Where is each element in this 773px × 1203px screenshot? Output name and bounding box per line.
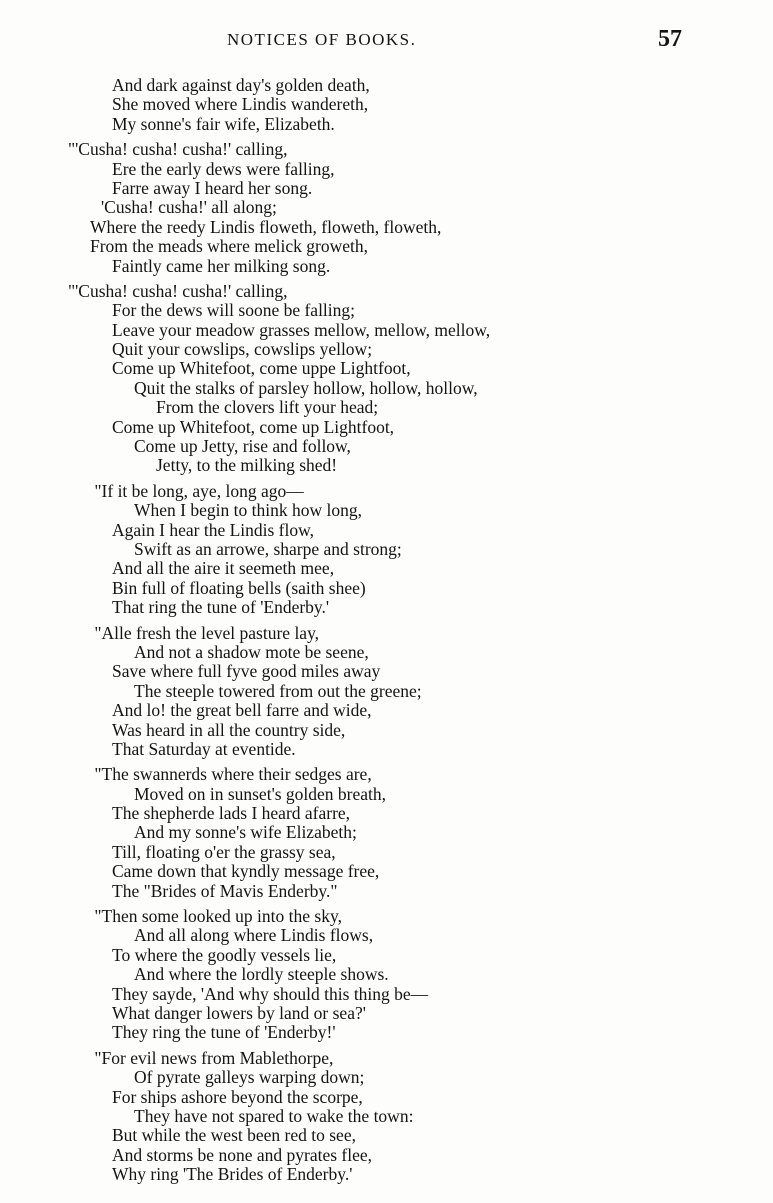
poem-body xyxy=(0,76,773,1184)
poem-line: Of pyrate galleys warping down; xyxy=(134,1067,365,1088)
poem-line: Jetty, to the milking shed! xyxy=(156,455,338,476)
poem-line: "If it be long, aye, long ago— xyxy=(94,480,304,501)
poem-line: When I begin to think how long, xyxy=(134,500,362,521)
stanza xyxy=(0,624,773,760)
poem-line: She moved where Lindis wandereth, xyxy=(112,94,369,115)
poem-line: And dark against day's golden death, xyxy=(112,75,370,95)
poem-line: Why ring 'The Brides of Enderby.' xyxy=(112,1164,353,1185)
poem-line: Ere the early dews were falling, xyxy=(112,158,335,179)
poem-line: And lo! the great bell farre and wide, xyxy=(112,700,372,721)
stanza xyxy=(0,482,773,618)
poem-line: Come up Whitefoot, come uppe Lightfoot, xyxy=(112,358,411,379)
poem-line: Come up Whitefoot, come up Lightfoot, xyxy=(112,416,395,437)
poem-line: Swift as an arrowe, sharpe and strong; xyxy=(134,538,402,559)
poem-line: 'Cusha! cusha!' all along; xyxy=(101,197,277,218)
stanza xyxy=(0,765,773,901)
page-number: 57 xyxy=(658,26,682,52)
poem-line: Till, floating o'er the grassy sea, xyxy=(112,841,336,862)
poem-line: They have not spared to wake the town: xyxy=(134,1105,414,1126)
stanza xyxy=(0,907,773,1043)
poem-line: And my sonne's wife Elizabeth; xyxy=(134,822,357,843)
stanza xyxy=(0,1049,773,1185)
stanza xyxy=(0,76,773,134)
poem-line: From the meads where melick groweth, xyxy=(90,236,368,257)
poem-line: The shepherde lads I heard afarre, xyxy=(112,803,351,824)
poem-line: Bin full of floating bells (saith shee) xyxy=(112,577,366,598)
running-head: NOTICES OF BOOKS. xyxy=(227,30,417,49)
poem-line: For the dews will soone be falling; xyxy=(112,300,356,321)
poem-line: To where the goodly vessels lie, xyxy=(112,944,337,965)
poem-line: My sonne's fair wife, Elizabeth. xyxy=(112,113,335,134)
poem-line: From the clovers lift your head; xyxy=(156,397,379,418)
poem-line: What danger lowers by land or sea?' xyxy=(112,1002,366,1023)
poem-line: Come up Jetty, rise and follow, xyxy=(134,436,351,457)
poem-line: Save where full fyve good miles away xyxy=(112,661,381,682)
poem-line: And storms be none and pyrates flee, xyxy=(112,1144,372,1165)
poem-line: And all the aire it seemeth mee, xyxy=(112,558,335,579)
poem-line: That ring the tune of 'Enderby.' xyxy=(112,597,330,618)
page-header xyxy=(0,26,773,56)
poem-line: "Then some looked up into the sky, xyxy=(94,906,342,927)
poem-line: The steeple towered from out the greene; xyxy=(134,680,422,701)
poem-line: And all along where Lindis flows, xyxy=(134,925,374,946)
poem-line: And not a shadow mote be seene, xyxy=(134,641,369,662)
poem-line: That Saturday at eventide. xyxy=(112,738,296,759)
poem-line: Moved on in sunset's golden breath, xyxy=(134,783,387,804)
poem-line: "'Cusha! cusha! cusha!' calling, xyxy=(68,280,288,301)
poem-line: And where the lordly steeple shows. xyxy=(134,964,389,985)
poem-line: They sayde, 'And why should this thing be— xyxy=(112,983,429,1004)
poem-line: Again I hear the Lindis flow, xyxy=(112,519,315,540)
poem-line: For ships ashore beyond the scorpe, xyxy=(112,1086,363,1107)
poem-line: But while the west been red to see, xyxy=(112,1125,356,1146)
poem-line: Quit your cowslips, cowslips yellow; xyxy=(112,339,373,360)
poem-line: Was heard in all the country side, xyxy=(112,719,346,740)
poem-line: Farre away I heard her song. xyxy=(112,177,313,198)
stanza xyxy=(0,282,773,476)
poem-line: "For evil news from Mablethorpe, xyxy=(94,1047,334,1068)
poem-line: "'Cusha! cusha! cusha!' calling, xyxy=(68,139,288,160)
stanza xyxy=(0,140,773,276)
poem-line: Where the reedy Lindis floweth, floweth, floweth, xyxy=(90,216,442,237)
poem-line: "The swannerds where their sedges are, xyxy=(94,764,372,785)
poem-line: The "Brides of Mavis Enderby." xyxy=(112,880,338,901)
poem-line: Came down that kyndly message free, xyxy=(112,861,380,882)
poem-line: They ring the tune of 'Enderby!' xyxy=(112,1022,336,1043)
poem-line: Faintly came her milking song. xyxy=(112,255,331,276)
poem-line: "Alle fresh the level pasture lay, xyxy=(94,622,320,643)
poem-line: Leave your meadow grasses mellow, mellow, mellow, xyxy=(112,319,491,340)
poem-line: Quit the stalks of parsley hollow, hollow, hollow, xyxy=(134,377,478,398)
